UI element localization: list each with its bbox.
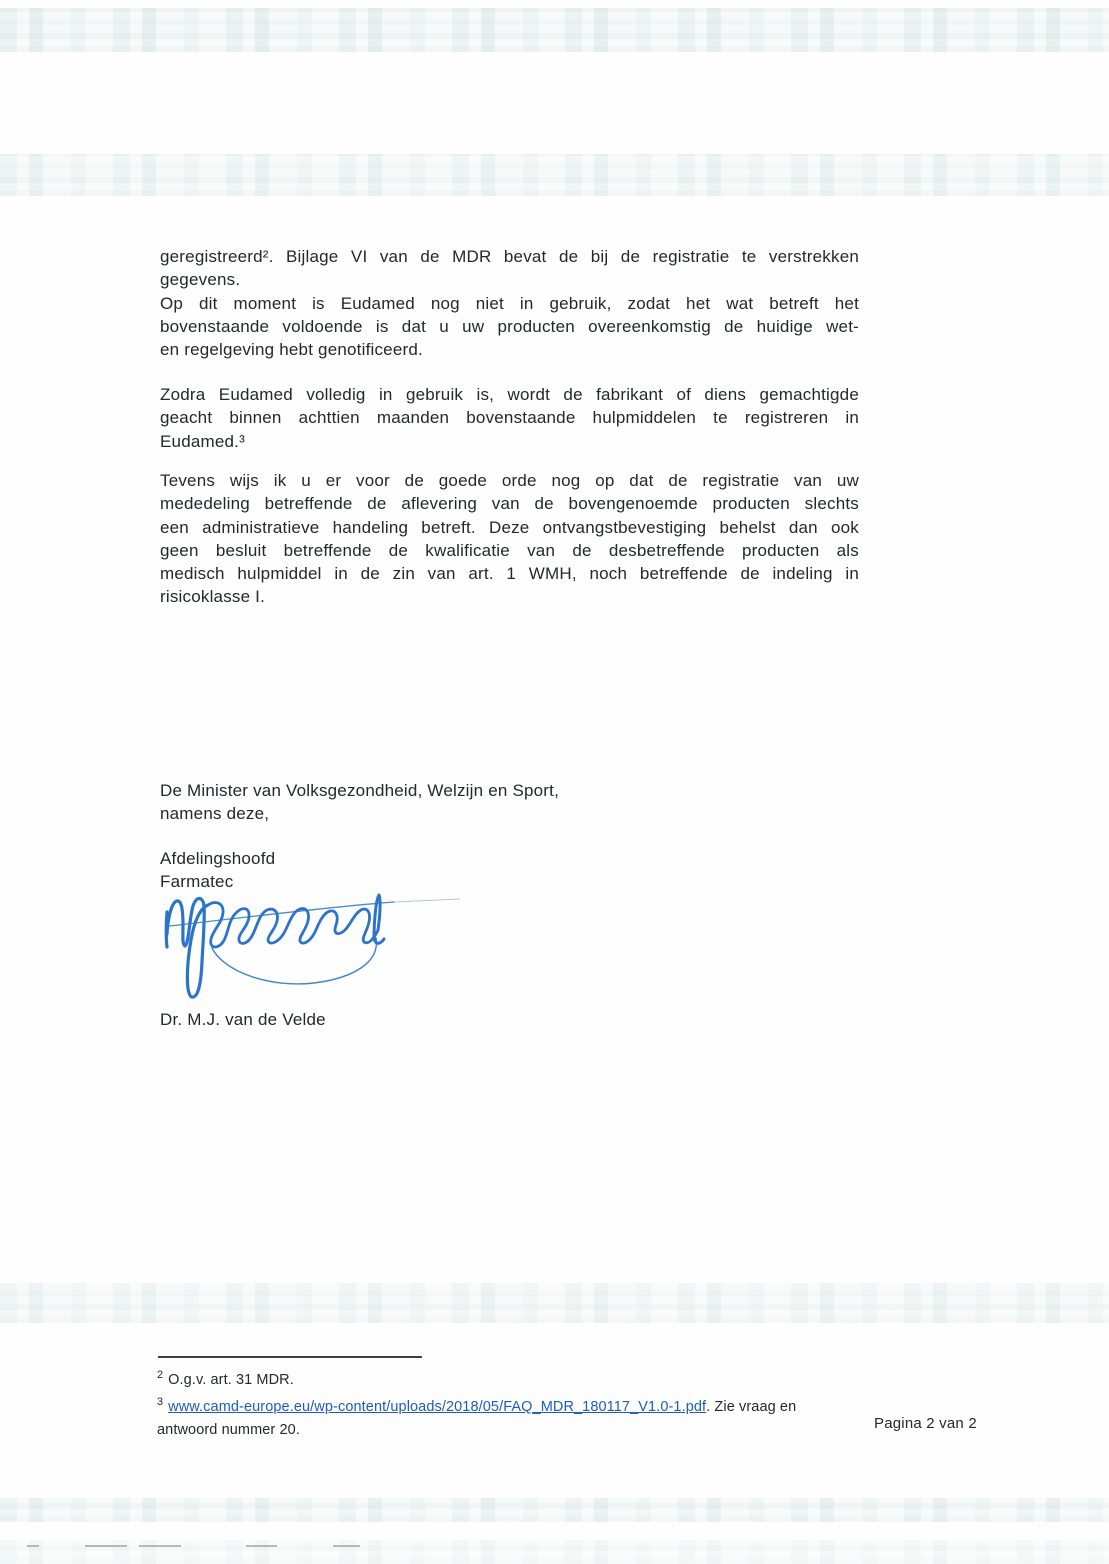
body-line: een administratieve handeling betreft. Deze ontvangstbevestiging behelst dan ook [160, 517, 859, 537]
signatory-name: Dr. M.J. van de Velde [160, 1010, 326, 1029]
scan-artifact-dash [139, 1545, 181, 1547]
body-line: risicoklasse I. [160, 587, 266, 607]
body-line: geacht binnen achttien maanden bovenstaande hulpmiddelen te registreren in [160, 408, 859, 428]
footnote-link[interactable]: www.camd-europe.eu/wp-content/uploads/2018/05/FAQ_MDR_180117_V1.0-1.pdf [168, 1399, 707, 1416]
body-line: gegevens. [160, 270, 241, 290]
body-line: mededeling betreffende de aflevering van de bovengenoemde producten slechts [160, 494, 859, 514]
footnote-divider [158, 1356, 422, 1358]
scan-artifact-dash [85, 1545, 127, 1547]
scan-artifact-dash [333, 1545, 360, 1547]
footnote-text: . Zie vraag en [706, 1399, 797, 1416]
signature-icon [158, 890, 462, 1006]
body-line: en regelgeving hebt genotificeerd. [160, 340, 423, 360]
body-line: Zodra Eudamed volledig in gebruik is, wordt de fabrikant of diens gemachtigde [160, 385, 859, 404]
scan-artifact-band-lower [0, 1283, 1109, 1323]
footnote-marker: 3 [157, 1396, 164, 1409]
body-line: Op dit moment is Eudamed nog niet in gebruik, zodat het wat betreft het [160, 293, 859, 313]
body-line: medisch hulpmiddel in de zin van art. 1 WMH, noch betreffende de indeling in [160, 564, 859, 584]
body-line: bovenstaande voldoende is dat u uw producten overeenkomstig de huidige wet- [160, 316, 859, 336]
department-line: Farmatec [160, 872, 234, 892]
paragraph-3 [160, 469, 859, 609]
body-line: geen besluit betreffende de kwalificatie van de desbetreffende producten als [160, 540, 859, 560]
footnote-3-continuation: antwoord nummer 20. [157, 1421, 300, 1438]
footnote-2 [157, 1364, 837, 1391]
sender-line: namens deze, [160, 804, 270, 824]
footnote-text: O.g.v. art. 31 MDR. [168, 1371, 294, 1388]
footnote-3 [157, 1391, 837, 1418]
sender-line: De Minister van Volksgezondheid, Welzijn en Sport, [160, 781, 559, 800]
paragraph-1 [160, 245, 859, 361]
body-line: Eudamed.³ [160, 431, 245, 451]
scan-artifact-band-bottom [0, 1498, 1109, 1522]
role-line: Afdelingshoofd [160, 849, 276, 868]
scan-artifact-dash [27, 1545, 39, 1547]
body-line: Tevens wijs ik u er voor de goede orde nog op dat de registratie van uw [160, 471, 859, 490]
scan-artifact-band-upper [0, 154, 1109, 196]
page-indicator: Pagina 2 van 2 [874, 1415, 977, 1432]
scan-artifact-band-edge [0, 1540, 1109, 1564]
footnotes [157, 1364, 837, 1441]
footnote-marker: 2 [157, 1369, 164, 1381]
scan-artifact-band-top [0, 8, 1109, 52]
role-block [160, 847, 859, 894]
body-line: geregistreerd². Bijlage VI van de MDR bevat de bij de registratie te verstrekken [160, 247, 859, 266]
scan-artifact-dash [246, 1545, 277, 1547]
paragraph-2 [160, 383, 859, 453]
signoff-block [160, 779, 859, 826]
